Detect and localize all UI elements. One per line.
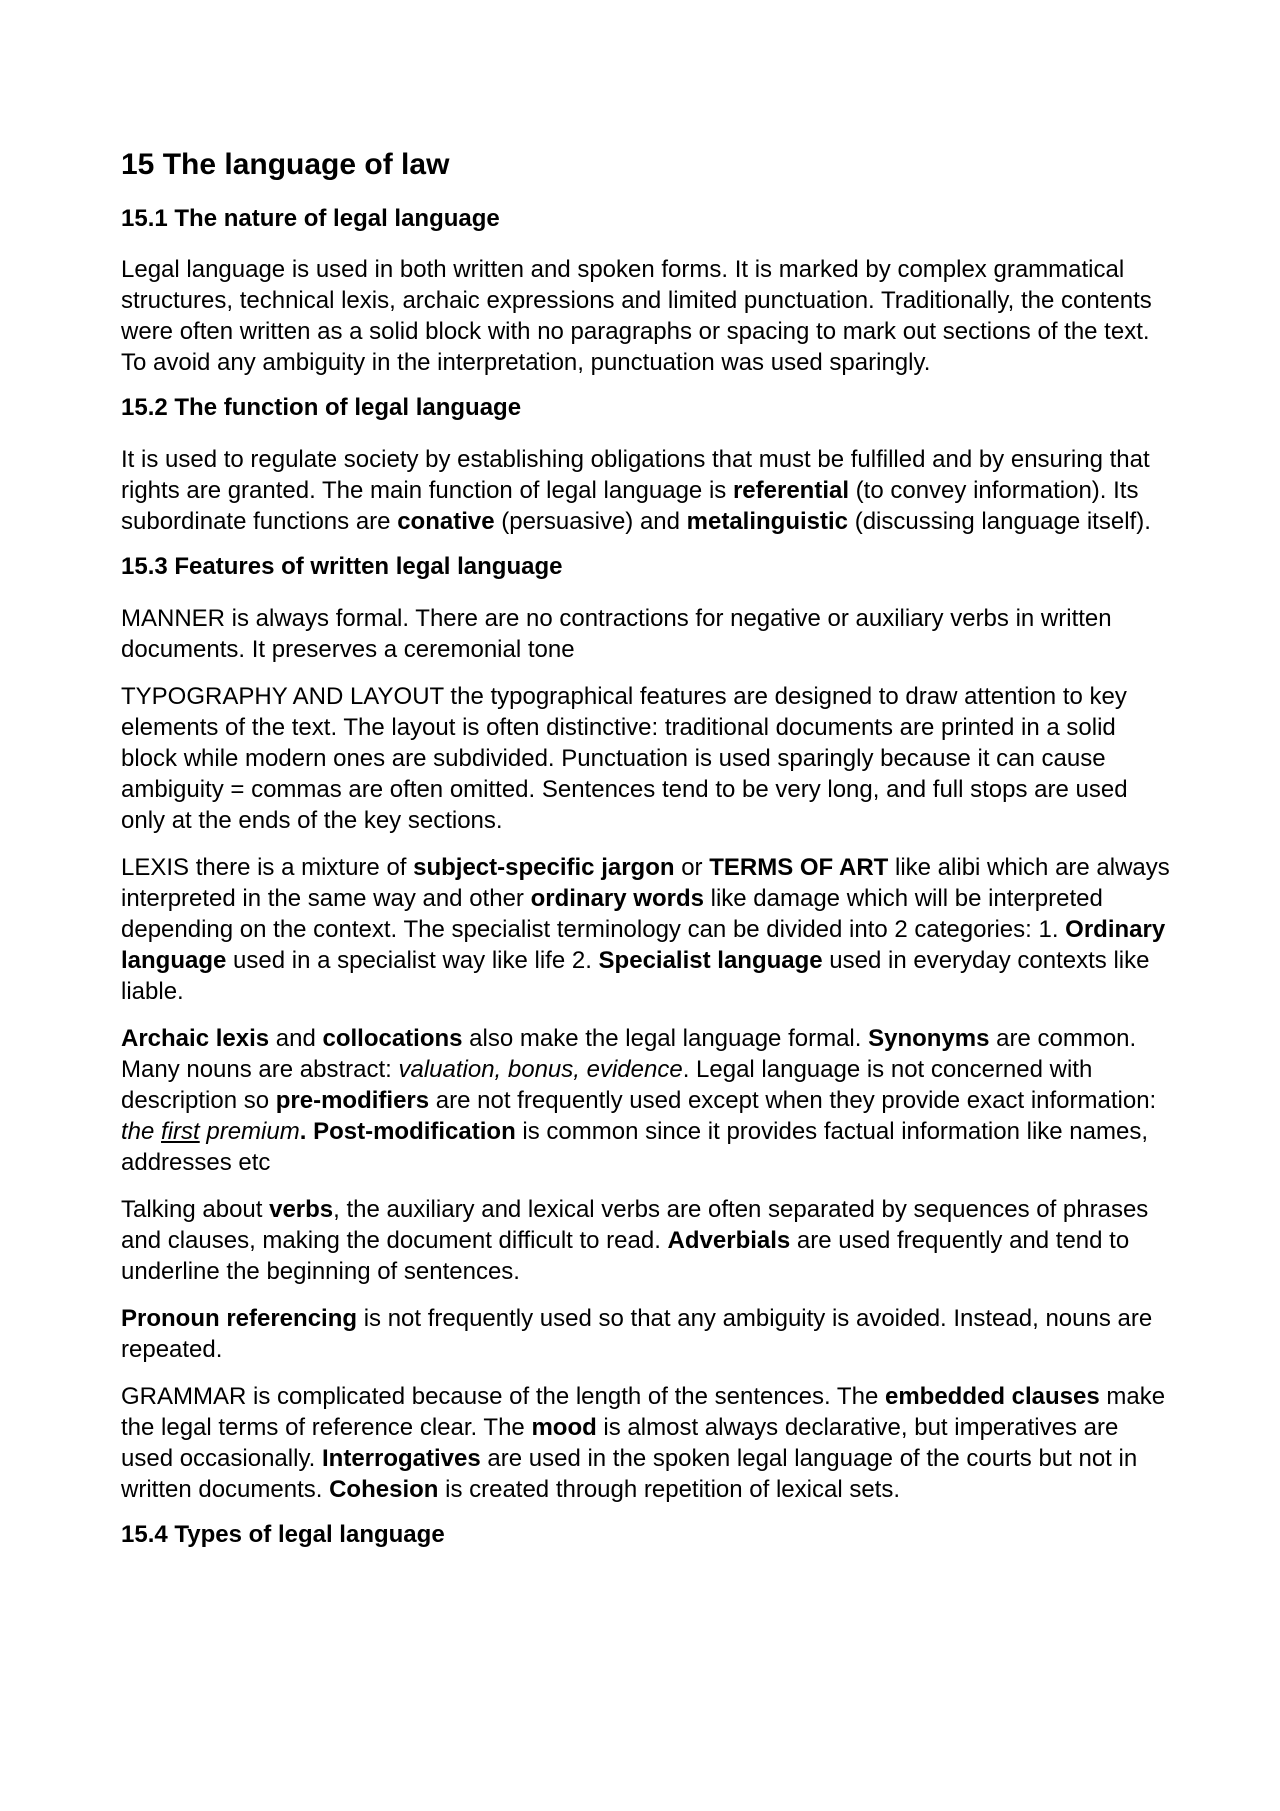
section-heading-15-4: 15.4 Types of legal language — [121, 1520, 445, 1548]
nature-paragraph: Legal language is used in both written and spoken forms. It is marked by complex grammatical structures, technical lexis, archaic expressions and limited punctuation. Traditionally, the contents were often written as a solid block with no paragraphs or spacing to mark out sections of the text. To avoid any ambiguity in the interpretation, punctuation was used sparingly. — [121, 256, 1152, 377]
text-run: used in everyday contexts like liable. — [121, 946, 1150, 1005]
term-specialist-language: Specialist language — [598, 946, 823, 974]
section-heading-15-2: 15.2 The function of legal language — [121, 394, 522, 422]
text-run: is created through repetition of lexical sets. — [438, 1475, 901, 1503]
term-ordinary-words: ordinary words — [530, 884, 704, 912]
typography-paragraph: TYPOGRAPHY AND LAYOUT the typographical features are designed to draw attention to key elements of the text. The layout is often distinctive: traditional documents are printed in a solid block while modern ones are subdivided. Punctuation is used sparingly because it can cause ambiguity = commas are often omitted. Sentences tend to be very long, and full stops are used only at the ends of the key sections. — [121, 682, 1128, 834]
text-run: is almost always declarative, but imperatives are used occasionally. — [121, 1413, 1119, 1472]
term-metalinguistic: metalinguistic — [686, 508, 849, 536]
text-run: (discussing language itself). — [848, 508, 1151, 536]
text-run: are not frequently used except when they provide exact information: — [429, 1086, 1157, 1114]
term-mood: mood — [531, 1413, 597, 1441]
text-run: is common since it provides factual information like names, addresses etc — [121, 1117, 1148, 1176]
example-nouns: valuation, bonus, evidence — [398, 1055, 683, 1083]
text-run: are used in the spoken legal language of the courts but not in written documents. — [121, 1444, 1138, 1503]
text-run: are used frequently and tend to underline the beginning of sentences. — [121, 1226, 1130, 1285]
text-run: used in a specialist way like life 2. — [226, 946, 599, 974]
term-terms-of-art: TERMS OF ART — [709, 853, 889, 881]
section-heading-15-1: 15.1 The nature of legal language — [121, 204, 500, 232]
text-run: like damage which will be interpreted depending on the context. The specialist terminology can be divided into 2 categories: 1. — [121, 884, 1103, 943]
pronoun-paragraph — [121, 1303, 1171, 1365]
manner-paragraph: MANNER is always formal. There are no contractions for negative or auxiliary verbs in written documents. It preserves a ceremonial tone — [121, 604, 1112, 663]
text-run: (persuasive) and — [494, 508, 687, 536]
text-run: make the legal terms of reference clear. The — [121, 1382, 1166, 1441]
lexis-paragraph — [121, 852, 1171, 1007]
term-pronoun-referencing: Pronoun referencing — [121, 1304, 358, 1332]
term-verbs: verbs — [269, 1195, 334, 1223]
page-title: 15 The language of law — [121, 148, 450, 181]
text-run: or — [674, 853, 710, 881]
grammar-paragraph — [121, 1381, 1171, 1505]
text-run: are common. Many nouns are abstract: — [121, 1024, 1137, 1083]
document-page — [121, 148, 1171, 1571]
text-run: (to convey information). Its subordinate functions are — [121, 477, 1139, 536]
text-run: is not frequently used so that any ambiguity is avoided. Instead, nouns are repeated. — [121, 1304, 1153, 1363]
term-conative: conative — [397, 508, 495, 536]
section-heading-15-3: 15.3 Features of written legal language — [121, 553, 563, 581]
archaic-paragraph — [121, 1023, 1171, 1178]
term-interrogatives: Interrogatives — [322, 1444, 481, 1472]
text-run: and — [269, 1024, 323, 1052]
example-premium: premium — [199, 1117, 300, 1145]
term-archaic-lexis: Archaic lexis — [121, 1024, 270, 1052]
text-run: also make the legal language formal. — [462, 1024, 869, 1052]
text-run: GRAMMAR is complicated because of the length of the sentences. The — [121, 1382, 885, 1410]
term-adverbials: Adverbials — [667, 1226, 791, 1254]
text-run: . Legal language is not concerned with description so — [121, 1055, 1093, 1114]
term-jargon: subject-specific jargon — [413, 853, 675, 881]
text-run: like alibi which are always interpreted in the same way and other — [121, 853, 1170, 912]
term-collocations: collocations — [322, 1024, 463, 1052]
text-run: , the auxiliary and lexical verbs are often separated by sequences of phrases and clauses, making the document difficult to read. — [121, 1195, 1149, 1254]
term-embedded-clauses: embedded clauses — [884, 1382, 1100, 1410]
example-first: first — [161, 1117, 200, 1145]
term-referential: referential — [732, 477, 850, 505]
verbs-paragraph — [121, 1194, 1171, 1287]
term-ordinary-language: Ordinary language — [121, 915, 1166, 974]
term-cohesion: Cohesion — [329, 1475, 439, 1503]
text-run: It is used to regulate society by establishing obligations that must be fulfilled and by ensuring that rights are granted. The main function of legal language is — [121, 446, 1150, 505]
function-paragraph — [121, 444, 1171, 537]
term-pre-modifiers: pre-modifiers — [275, 1086, 430, 1114]
text-run: LEXIS there is a mixture of — [121, 853, 414, 881]
text-run: Talking about — [121, 1195, 270, 1223]
term-synonyms: Synonyms — [868, 1024, 990, 1052]
term-post-modification: . Post-modification — [299, 1117, 516, 1145]
example-the: the — [121, 1117, 162, 1145]
